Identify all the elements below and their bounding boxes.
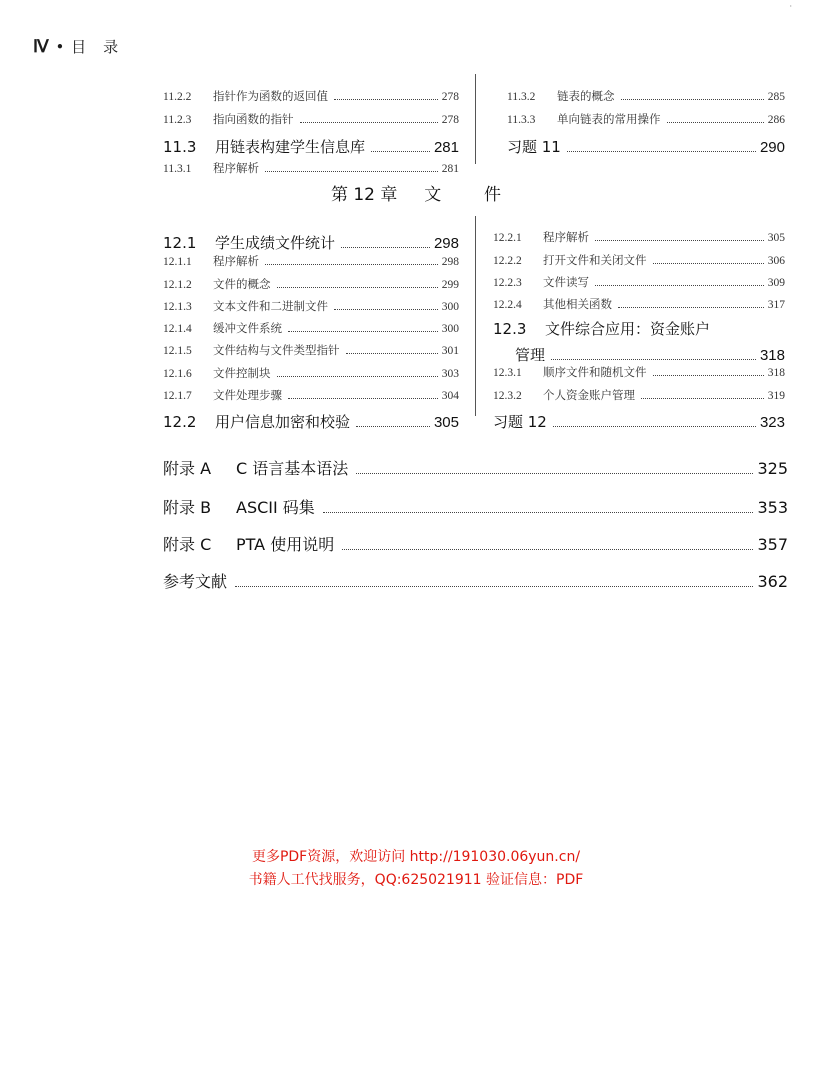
dot-leader [334, 309, 438, 310]
toc-entry-title: 管理 [515, 346, 546, 364]
appendix-page: 353 [757, 498, 788, 517]
toc-entry-page: 286 [767, 114, 785, 126]
toc-entry-title: 习题 12 [493, 413, 547, 431]
toc-entry[interactable] [507, 111, 785, 127]
toc-entry-title: 文件综合应用：资金账户 [545, 320, 711, 338]
column-divider-ch12 [475, 216, 476, 416]
toc-entry-title: 程序解析 [213, 254, 259, 268]
toc-entry-title: 文件的概念 [213, 277, 271, 291]
scan-mark: · [789, 2, 792, 11]
toc-entry-number: 12.2.4 [493, 299, 522, 311]
toc-entry-page: 298 [441, 256, 459, 268]
column-divider-top [475, 74, 476, 164]
toc-entry-title: 指针作为函数的返回值 [213, 89, 328, 103]
dot-leader [342, 549, 753, 550]
dot-leader [618, 307, 764, 308]
toc-entry-page: 303 [441, 368, 459, 380]
toc-entry[interactable] [163, 111, 459, 127]
dot-leader [265, 171, 438, 172]
dot-leader [356, 426, 430, 427]
toc-entry-page: 305 [767, 232, 785, 244]
toc-entry-number: 12.1.5 [163, 345, 192, 357]
toc-entry-title: 其他相关函数 [543, 297, 612, 311]
toc-entry[interactable] [163, 342, 459, 358]
dot-leader [653, 375, 764, 376]
toc-entry-title: 用链表构建学生信息库 [215, 138, 366, 156]
toc-entry-title: 打开文件和关闭文件 [543, 253, 647, 267]
toc-entry-page: 318 [759, 347, 785, 364]
toc-entry-page: 317 [767, 299, 785, 311]
toc-entry[interactable] [493, 318, 785, 339]
dot-leader [300, 122, 438, 123]
toc-entry-title: 顺序文件和随机文件 [543, 365, 647, 379]
toc-entry-page: 299 [441, 279, 459, 291]
toc-entry[interactable] [163, 387, 459, 403]
toc-entry-number: 11.3.3 [507, 114, 536, 126]
dot-leader [277, 287, 438, 288]
toc-entry-number: 12.1.7 [163, 390, 192, 402]
dot-leader [356, 473, 753, 474]
toc-entry-number: 12.1.1 [163, 256, 192, 268]
appendix-title: PTA 使用说明 [236, 535, 335, 554]
toc-entry[interactable] [507, 136, 785, 157]
toc-entry-page: 290 [759, 139, 785, 156]
toc-entry-title: 文件结构与文件类型指针 [213, 343, 340, 357]
toc-entry-page: 281 [441, 163, 459, 175]
toc-entry-number: 12.2.1 [493, 232, 522, 244]
toc-entry-page: 305 [433, 414, 459, 431]
dot-leader [277, 376, 438, 377]
toc-entry-title: 文本文件和二进制文件 [213, 299, 328, 313]
toc-entry[interactable] [163, 411, 459, 432]
toc-entry[interactable] [493, 274, 785, 290]
watermark [0, 846, 832, 892]
toc-entry-number: 11.2.3 [163, 114, 192, 126]
appendix-prefix: 附录 A [163, 459, 212, 478]
toc-entry-page: 281 [433, 139, 459, 156]
toc-entry-number: 12.3.2 [493, 390, 522, 402]
dot-leader [371, 151, 430, 152]
toc-entry-page: 323 [759, 414, 785, 431]
toc-entry-title: 用户信息加密和校验 [215, 413, 351, 431]
chapter-title-b: 件 [484, 185, 502, 205]
toc-entry[interactable] [493, 387, 785, 403]
dot-leader [653, 263, 764, 264]
appendix-entry[interactable] [163, 532, 788, 555]
toc-entry[interactable] [163, 160, 459, 176]
toc-entry[interactable] [493, 411, 785, 432]
appendix-title: ASCII 码集 [236, 498, 315, 517]
toc-entry-page: 278 [441, 91, 459, 103]
toc-entry[interactable] [507, 88, 785, 104]
toc-entry[interactable] [163, 88, 459, 104]
toc-entry-number: 12.1.4 [163, 323, 192, 335]
toc-entry-title: 缓冲文件系统 [213, 321, 282, 335]
toc-entry-page: 318 [767, 367, 785, 379]
toc-entry-title: 单向链表的常用操作 [557, 112, 661, 126]
toc-entry[interactable] [163, 253, 459, 269]
appendix-prefix: 附录 C [163, 535, 212, 554]
dot-leader [323, 512, 754, 513]
dot-leader [235, 586, 753, 587]
toc-entry[interactable] [163, 320, 459, 336]
toc-entry-number: 12.3.1 [493, 367, 522, 379]
appendix-entry[interactable] [163, 495, 788, 518]
dot-leader [567, 151, 756, 152]
dot-leader [667, 122, 764, 123]
toc-entry-number: 11.3 [163, 138, 197, 156]
toc-entry-number: 12.1.3 [163, 301, 192, 313]
toc-entry-title: 文件处理步骤 [213, 388, 282, 402]
appendix-page: 357 [757, 535, 788, 554]
toc-entry-number: 11.3.2 [507, 91, 536, 103]
dot-leader [595, 285, 764, 286]
appendix-entry[interactable] [163, 569, 788, 592]
toc-entry-number: 12.2 [163, 413, 197, 431]
toc-entry-title: 程序解析 [213, 161, 259, 175]
toc-entry[interactable] [163, 276, 459, 292]
dot-leader [621, 99, 764, 100]
toc-entry-title: 指向函数的指针 [213, 112, 294, 126]
toc-entry-title: 链表的概念 [557, 89, 615, 103]
toc-entry-page: 301 [441, 345, 459, 357]
toc-entry[interactable] [163, 232, 459, 253]
appendix-title: C 语言基本语法 [236, 459, 349, 478]
toc-entry-page: 304 [441, 390, 459, 402]
toc-entry-page: 306 [767, 255, 785, 267]
appendix-entry[interactable] [163, 456, 788, 479]
watermark-line-1: 更多PDF资源，欢迎访问 http://191030.06yun.cn/ [251, 849, 581, 865]
toc-entry[interactable] [163, 365, 459, 381]
toc-entry-number: 12.2.3 [493, 277, 522, 289]
toc-entry-title: 程序解析 [543, 230, 589, 244]
toc-entry-page: 300 [441, 301, 459, 313]
toc-entry[interactable] [493, 296, 785, 312]
dot-leader [334, 99, 438, 100]
toc-entry-number: 12.3 [493, 320, 527, 338]
toc-entry-page: 298 [433, 235, 459, 252]
toc-entry-title: 学生成绩文件统计 [215, 234, 336, 252]
toc-entry[interactable] [493, 252, 785, 268]
page-roman-numeral: Ⅳ [33, 37, 50, 56]
dot-leader [288, 398, 438, 399]
toc-entry[interactable] [163, 136, 459, 157]
toc-entry-page: 300 [441, 323, 459, 335]
toc-entry-page: 309 [767, 277, 785, 289]
toc-entry-page: 319 [767, 390, 785, 402]
toc-entry-number: 12.1.6 [163, 368, 192, 380]
dot-leader [341, 247, 430, 248]
toc-entry-number: 12.1.2 [163, 279, 192, 291]
toc-entry-page: 278 [441, 114, 459, 126]
dot-leader [551, 359, 756, 360]
chapter-12-title [0, 180, 832, 205]
toc-entry-number: 11.3.1 [163, 163, 192, 175]
appendix-page: 362 [757, 572, 788, 591]
appendix-title: 参考文献 [163, 572, 228, 591]
toc-entry-page: 285 [767, 91, 785, 103]
dot-leader [641, 398, 764, 399]
chapter-title-a: 文 [424, 185, 442, 205]
toc-entry[interactable] [493, 229, 785, 245]
chapter-label: 第 12 章 [330, 185, 398, 205]
dot-leader [346, 353, 438, 354]
toc-entry-number: 11.2.2 [163, 91, 192, 103]
toc-entry-number: 12.2.2 [493, 255, 522, 267]
appendix-page: 325 [757, 459, 788, 478]
appendix-prefix: 附录 B [163, 498, 212, 517]
dot-leader [595, 240, 764, 241]
toc-entry[interactable] [493, 344, 785, 365]
toc-entry-number: 12.1 [163, 234, 197, 252]
page-header [33, 36, 119, 57]
watermark-line-2: 书籍人工代找服务，QQ:625021911 验证信息：PDF [248, 872, 584, 888]
header-dot: • [55, 38, 66, 56]
toc-entry[interactable] [163, 298, 459, 314]
toc-entry[interactable] [493, 364, 785, 380]
dot-leader [265, 264, 438, 265]
dot-leader [553, 426, 756, 427]
dot-leader [288, 331, 438, 332]
toc-entry-title: 文件控制块 [213, 366, 271, 380]
toc-entry-title: 文件读写 [543, 275, 589, 289]
toc-entry-title: 习题 11 [507, 138, 561, 156]
toc-entry-title: 个人资金账户管理 [543, 388, 635, 402]
header-title: 目 录 [71, 38, 120, 56]
